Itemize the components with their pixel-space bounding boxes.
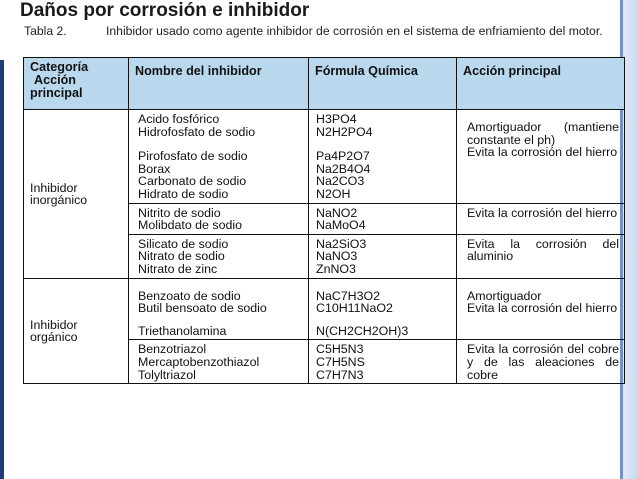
inhibitor-names-cell xyxy=(129,234,309,278)
header-main-action: Acción principal xyxy=(457,58,625,110)
chemical-formula: C7H7N3 xyxy=(316,367,364,382)
inhibitor-name: Mercaptobenzothiazol xyxy=(138,354,260,369)
chemical-formula: Na2SiO3 xyxy=(316,236,367,251)
inhibitor-names-cell xyxy=(129,110,309,204)
category-cell: Inhibidor inorgánico xyxy=(24,110,129,279)
inhibitor-name: Carbonato de sodio xyxy=(138,174,247,189)
table-row xyxy=(24,278,625,340)
category-cell: Inhibidor orgánico xyxy=(24,278,129,384)
inhibitor-names-cell xyxy=(129,203,309,234)
inhibitor-name: Hidrato de sodio xyxy=(138,186,229,201)
action-cell xyxy=(457,340,625,384)
inhibitor-name: Butil bensoato de sodio xyxy=(138,301,267,316)
header-inhibitor-name: Nombre del inhibidor xyxy=(129,58,309,110)
inhibitor-names-cell xyxy=(129,278,309,340)
formulas-cell xyxy=(309,234,457,278)
action-text: Evita la corrosión del hierro xyxy=(467,205,618,220)
inhibitor-table xyxy=(23,57,625,384)
header-category xyxy=(24,58,129,110)
chemical-formula: Pa4P2O7 xyxy=(316,149,370,164)
inhibitor-name: Nitrito de sodio xyxy=(138,205,221,220)
chemical-formula: NaNO2 xyxy=(316,205,358,220)
inhibitor-name: Hidrofosfato de sodio xyxy=(138,124,256,139)
header-category-line: principal xyxy=(30,86,83,100)
formulas-cell xyxy=(309,278,457,340)
formulas-cell xyxy=(309,203,457,234)
formulas-cell xyxy=(309,340,457,384)
inhibitor-name: Pirofosfato de sodio xyxy=(138,149,248,164)
header-category-line: Acción xyxy=(34,73,76,87)
chemical-formula: C10H11NaO2 xyxy=(316,301,393,316)
chemical-formula: NaNO3 xyxy=(316,249,358,264)
inhibitor-names-cell xyxy=(129,340,309,384)
inhibitor-name: Nitrato de zinc xyxy=(138,261,218,276)
table-caption xyxy=(24,24,622,38)
frame-left-edge xyxy=(0,60,4,479)
chemical-formula: C7H5NS xyxy=(316,354,365,369)
chemical-formula: Na2CO3 xyxy=(316,174,365,189)
inhibitor-name: Molibdato de sodio xyxy=(138,218,243,233)
chemical-formula: Na2B4O4 xyxy=(316,161,371,176)
page-title: Daños por corrosión e inhibidor xyxy=(20,0,310,21)
action-text: Evita la corrosión del hierro xyxy=(467,145,618,160)
chemical-formula: N(CH2CH2OH)3 xyxy=(316,323,409,338)
chemical-formula: C5H5N3 xyxy=(316,342,364,357)
inhibitor-name: Borax xyxy=(138,161,171,176)
action-cell xyxy=(457,278,625,340)
table-caption-label: Tabla 2. xyxy=(24,24,67,38)
header-category-line: Categoría xyxy=(30,60,89,74)
action-text: Evita la corrosión del cobre y de las aleaciones de cobre xyxy=(467,342,619,382)
inhibitor-name: Acido fosfórico xyxy=(138,112,220,126)
chemical-formula: N2OH xyxy=(316,186,351,201)
chemical-formula: NaMoO4 xyxy=(316,218,366,233)
chemical-formula: H3PO4 xyxy=(316,112,357,126)
inhibitor-name: Triethanolamina xyxy=(138,323,227,338)
chemical-formula: NaC7H3O2 xyxy=(316,288,381,303)
inhibitor-name: Benzoato de sodio xyxy=(138,288,241,303)
action-text: Amortiguador xyxy=(467,288,542,303)
inhibitor-name: Nitrato de sodio xyxy=(138,249,225,264)
header-chemical-formula: Fórmula Química xyxy=(309,58,457,110)
inhibitor-name: Silicato de sodio xyxy=(138,236,229,251)
action-text: Evita la corrosión del aluminio xyxy=(467,236,619,264)
action-cell xyxy=(457,234,625,278)
inhibitor-name: Tolyltriazol xyxy=(138,367,196,382)
action-cell xyxy=(457,203,625,234)
action-cell xyxy=(457,110,625,204)
chemical-formula: N2H2PO4 xyxy=(316,124,373,139)
table-header-row xyxy=(24,58,625,110)
action-text: Evita la corrosión del hierro xyxy=(467,301,618,316)
table-row xyxy=(24,110,625,204)
table-caption-text: Inhibidor usado como agente inhibidor de corrosión en el sistema de enfriamiento del motor. xyxy=(106,24,603,38)
formulas-cell xyxy=(309,110,457,204)
inhibitor-name: Benzotriazol xyxy=(138,342,207,357)
action-text: Amortiguador (mantiene constante el ph) xyxy=(467,120,619,147)
chemical-formula: ZnNO3 xyxy=(316,261,356,276)
